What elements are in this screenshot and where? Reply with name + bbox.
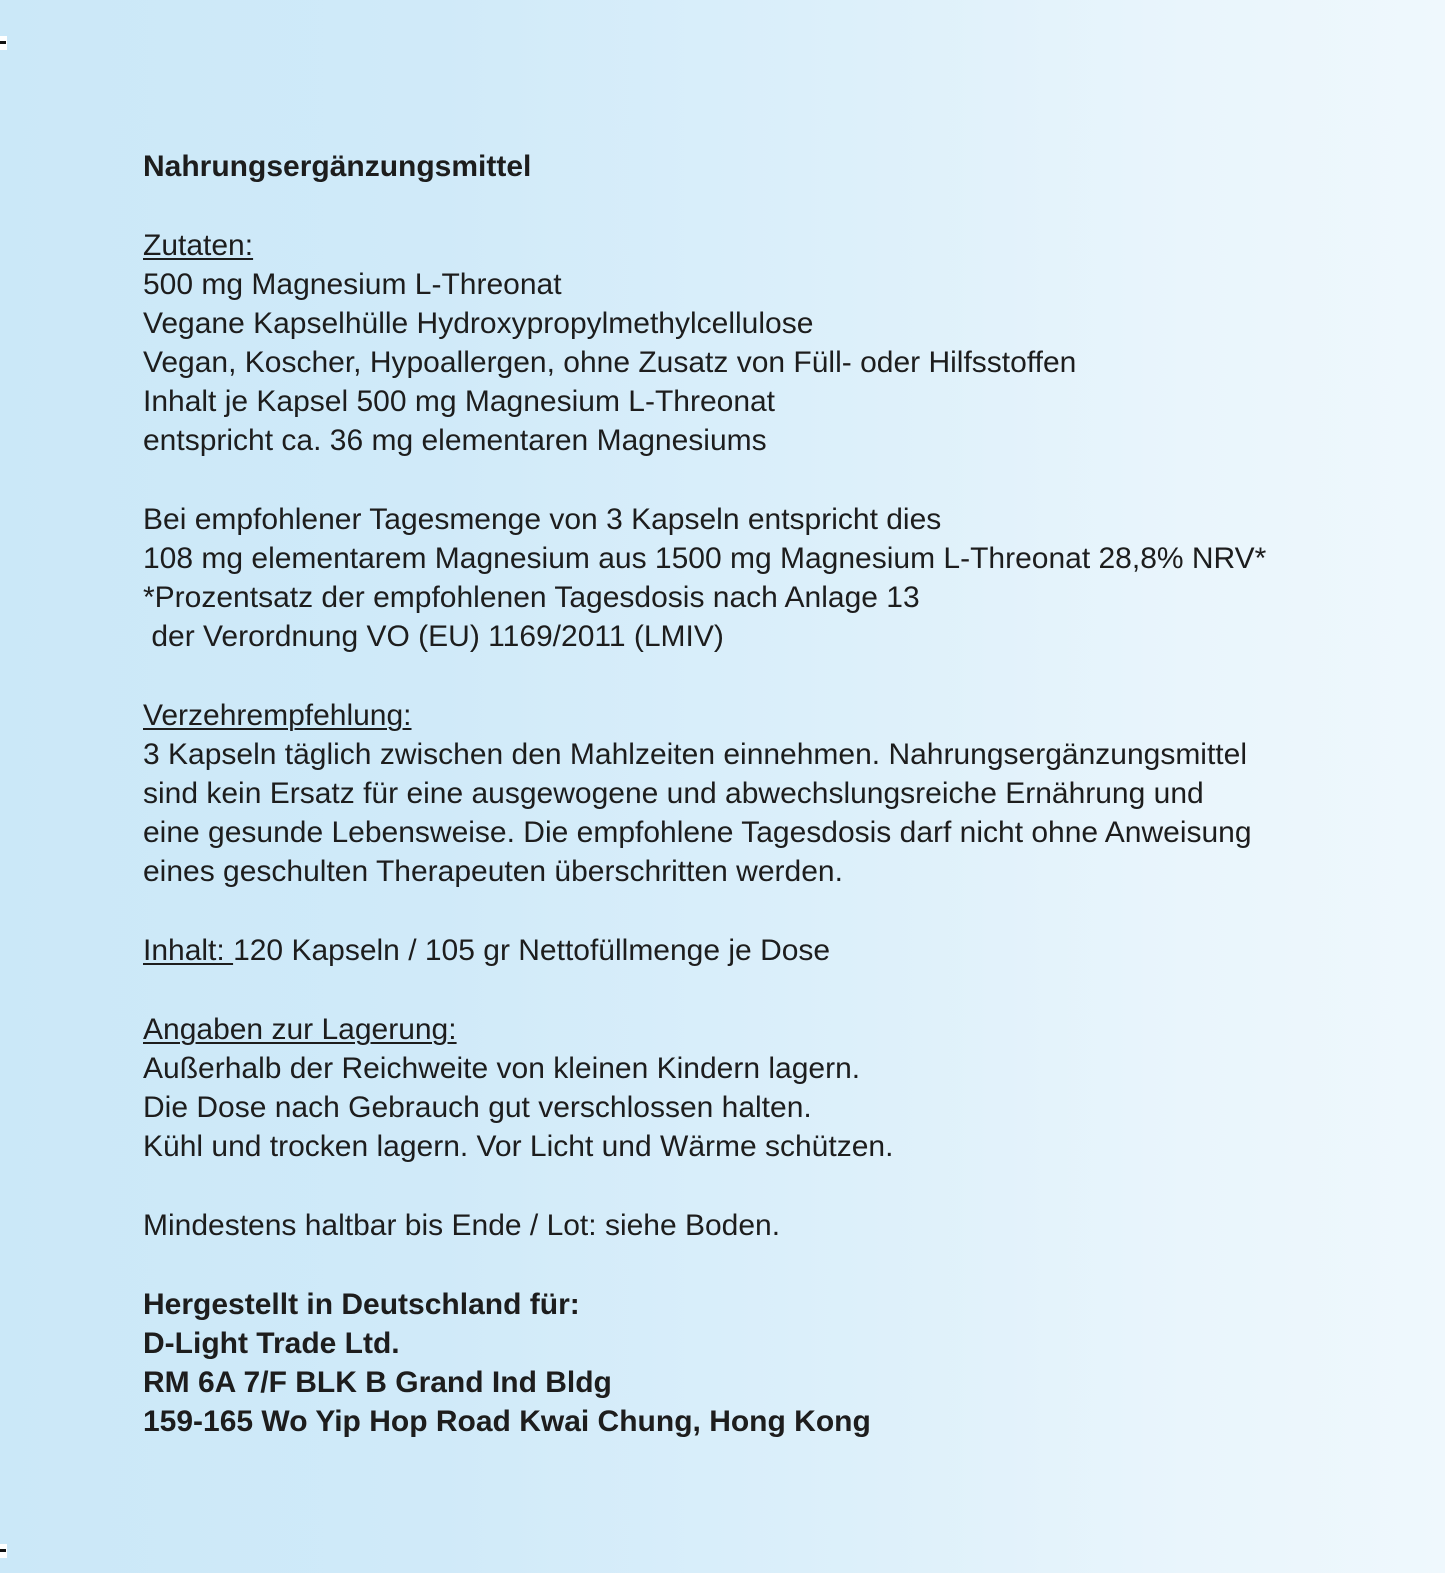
print-registration-mark-bottom <box>0 1544 7 1558</box>
section-lagerung <box>143 1010 1413 1166</box>
nrv-line: Bei empfohlener Tagesmenge von 3 Kapseln entspricht dies <box>143 503 942 536</box>
section-verzehrempfehlung <box>143 696 1413 891</box>
zutaten-line: entspricht ca. 36 mg elementaren Magnesiums <box>143 424 767 457</box>
verzehrempfehlung-line: 3 Kapseln täglich zwischen den Mahlzeiten einnehmen. Nahrungsergänzungsmittel <box>143 738 1247 771</box>
hersteller-line: D-Light Trade Ltd. <box>143 1327 400 1360</box>
nrv-line: 108 mg elementarem Magnesium aus 1500 mg Magnesium L-Threonat 28,8% NRV* <box>143 542 1267 575</box>
verzehrempfehlung-line: eines geschulten Therapeuten überschritten werden. <box>143 855 843 888</box>
inhalt-value: 120 Kapseln / 105 gr Nettofüllmenge je Dose <box>233 934 831 967</box>
print-registration-mark-top <box>0 36 7 50</box>
section-inhalt <box>143 931 1413 970</box>
verzehrempfehlung-line: eine gesunde Lebensweise. Die empfohlene Tagesdosis darf nicht ohne Anweisung <box>143 816 1252 849</box>
section-hersteller <box>143 1285 1413 1441</box>
verzehrempfehlung-line: sind kein Ersatz für eine ausgewogene und abwechslungsreiche Ernährung und <box>143 777 1204 810</box>
mhd-line: Mindestens haltbar bis Ende / Lot: siehe Boden. <box>143 1209 781 1242</box>
section-nrv <box>143 500 1413 656</box>
nrv-line: der Verordnung VO (EU) 1169/2011 (LMIV) <box>143 620 724 653</box>
verzehrempfehlung-heading: Verzehrempfehlung: <box>143 699 412 732</box>
inhalt-heading: Inhalt: <box>143 934 234 967</box>
registration-dash-icon <box>0 41 6 44</box>
hersteller-line: Hergestellt in Deutschland für: <box>143 1288 580 1321</box>
zutaten-line: Inhalt je Kapsel 500 mg Magnesium L-Threonat <box>143 385 776 418</box>
label-text-block <box>143 147 1413 1441</box>
product-type-title: Nahrungsergänzungsmittel <box>143 150 532 183</box>
section-zutaten <box>143 226 1413 460</box>
lagerung-heading: Angaben zur Lagerung: <box>143 1013 457 1046</box>
lagerung-line: Kühl und trocken lagern. Vor Licht und Wärme schützen. <box>143 1130 894 1163</box>
nrv-line: *Prozentsatz der empfohlenen Tagesdosis nach Anlage 13 <box>143 581 920 614</box>
inhalt-line <box>143 931 1413 970</box>
section-mhd <box>143 1206 1413 1245</box>
zutaten-line: Vegane Kapselhülle Hydroxypropylmethylcellulose <box>143 307 814 340</box>
hersteller-line: RM 6A 7/F BLK B Grand Ind Bldg <box>143 1366 612 1399</box>
hersteller-line: 159-165 Wo Yip Hop Road Kwai Chung, Hong Kong <box>143 1405 871 1438</box>
zutaten-line: Vegan, Koscher, Hypoallergen, ohne Zusatz von Füll- oder Hilfsstoffen <box>143 346 1077 379</box>
zutaten-heading: Zutaten: <box>143 229 254 262</box>
lagerung-line: Die Dose nach Gebrauch gut verschlossen halten. <box>143 1091 812 1124</box>
zutaten-line: 500 mg Magnesium L-Threonat <box>143 268 562 301</box>
lagerung-line: Außerhalb der Reichweite von kleinen Kindern lagern. <box>143 1052 861 1085</box>
registration-dash-icon <box>0 1549 6 1552</box>
